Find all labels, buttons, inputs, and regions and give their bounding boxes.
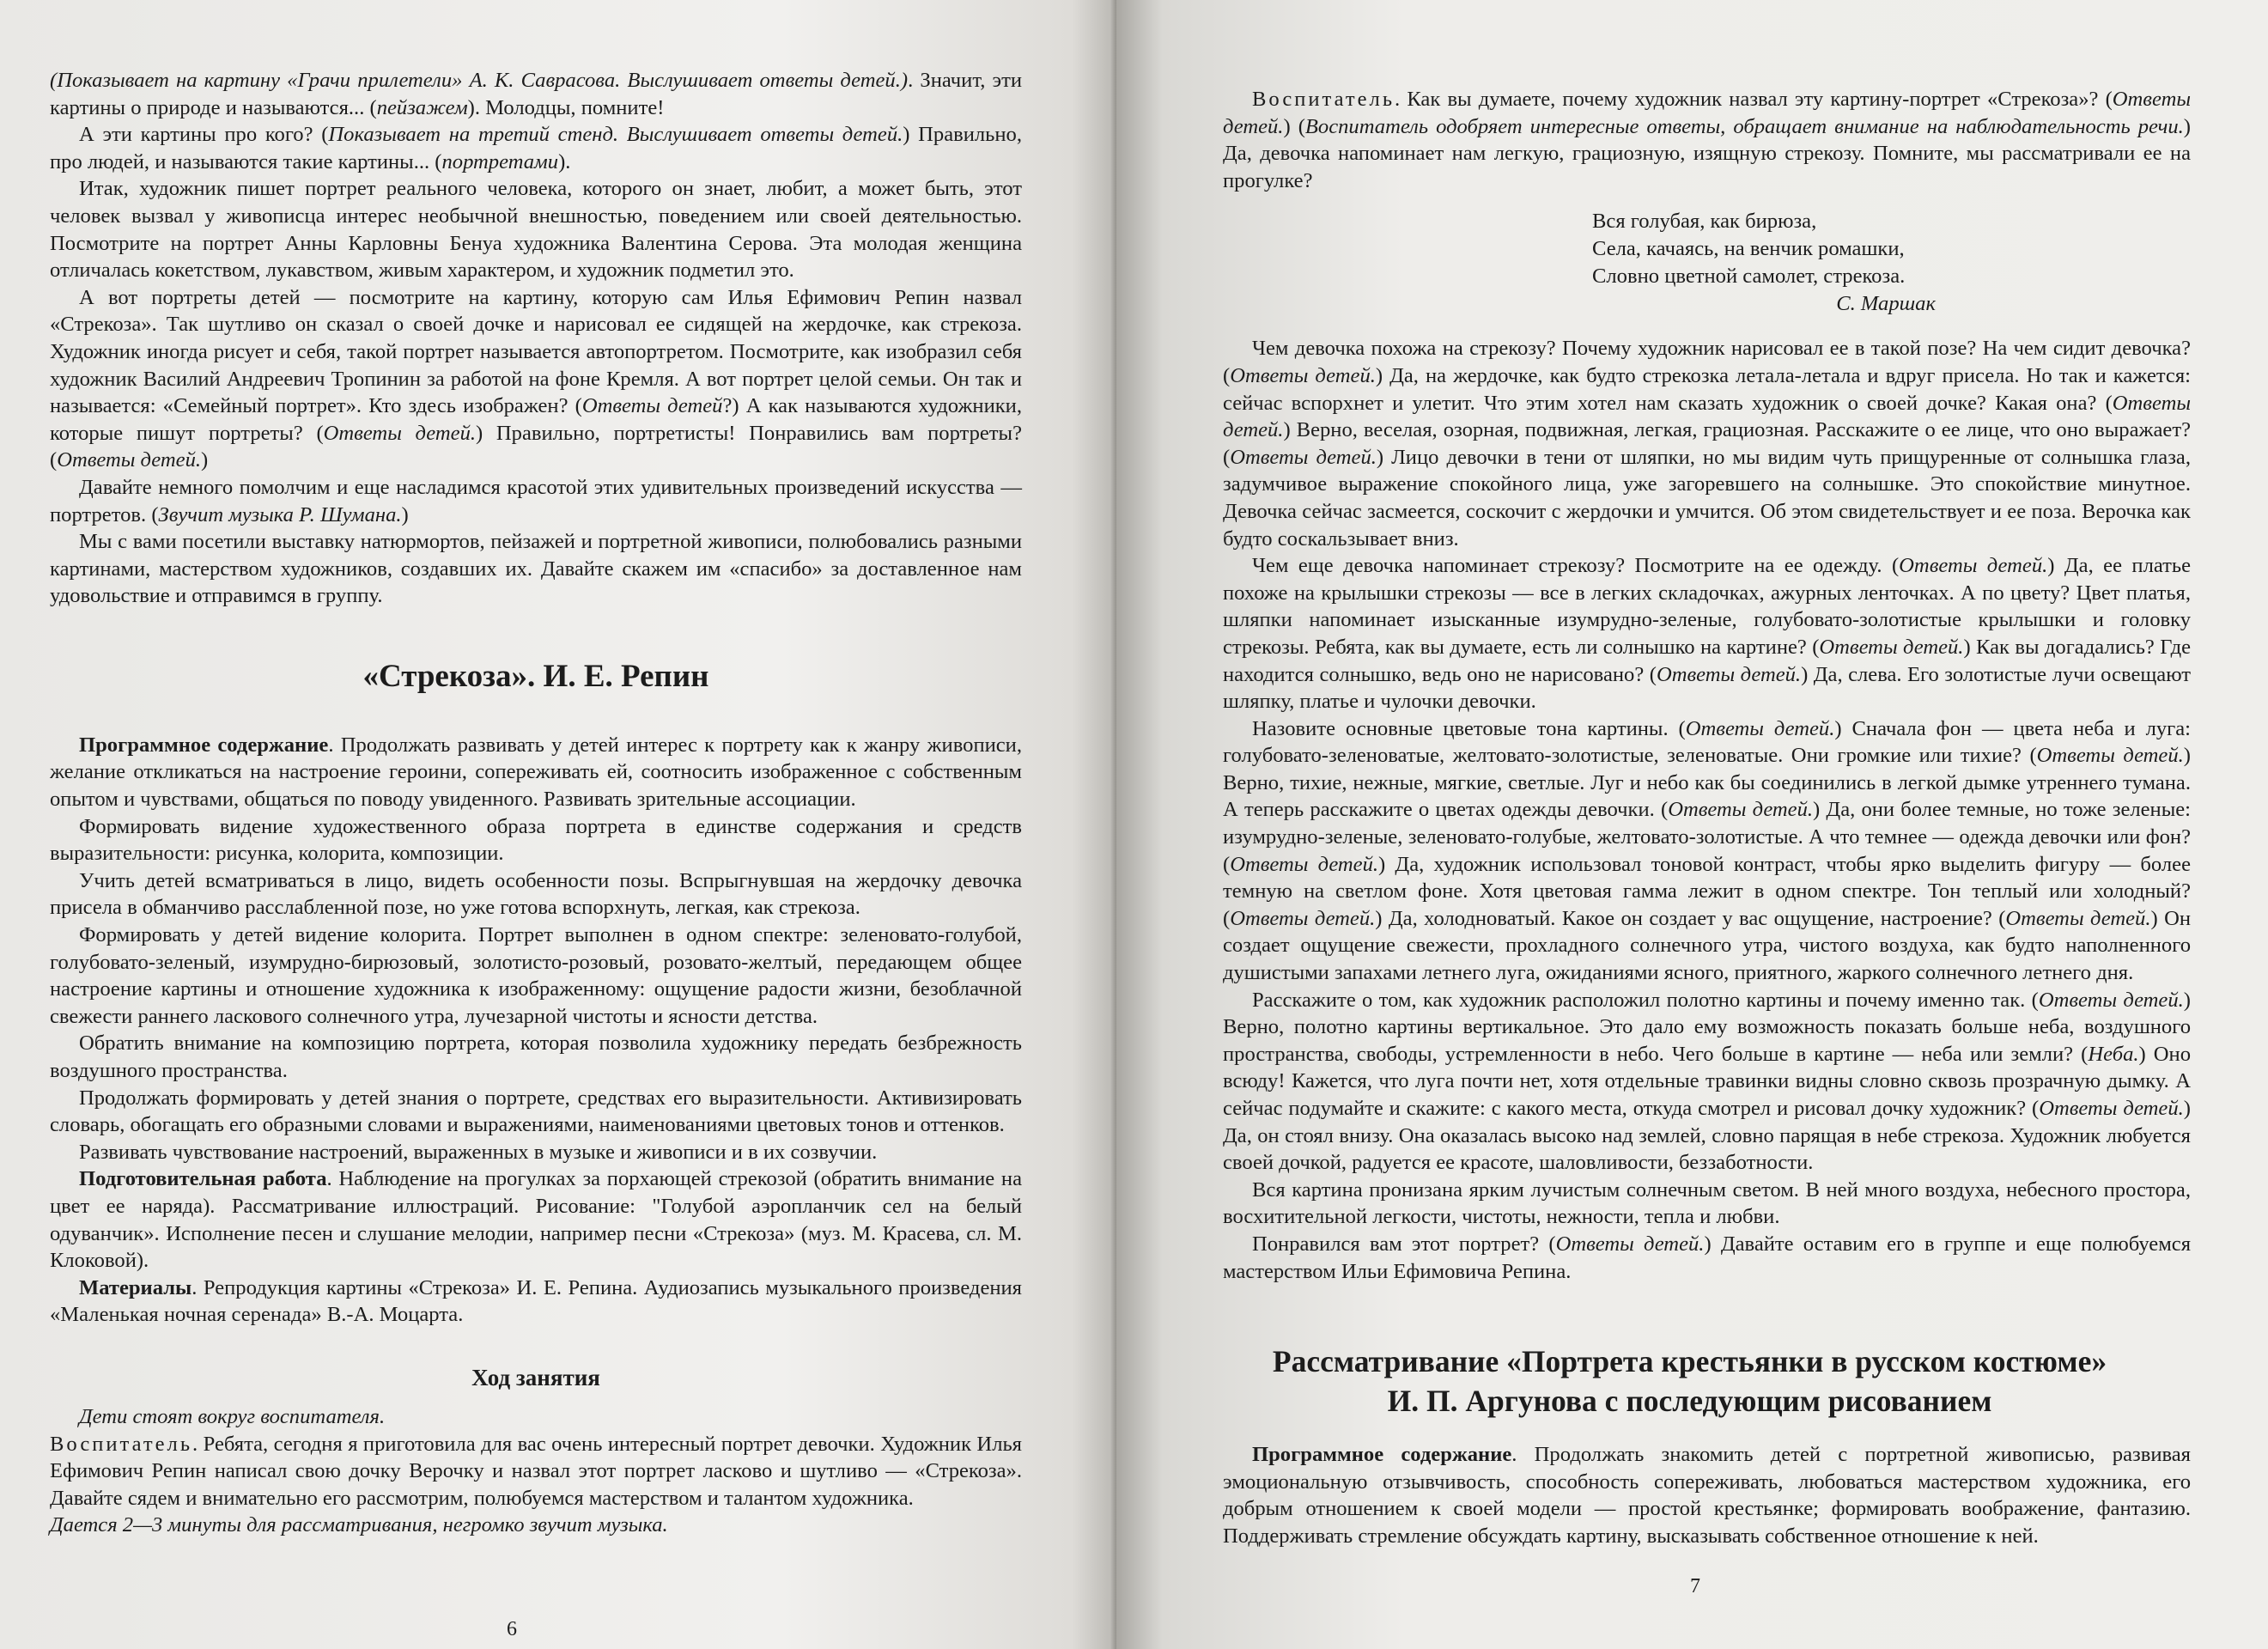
text-run: Ответы детей. <box>1223 88 2191 138</box>
right-top-text <box>1223 86 2191 194</box>
text-run: ) Да, холодноватый. Какое он создает у вас ощущение, настроение? ( <box>1375 906 2006 930</box>
paragraph <box>1223 335 2191 552</box>
paragraph <box>1223 1177 2191 1231</box>
paragraph <box>1223 552 2191 715</box>
text-run: ) <box>201 448 209 472</box>
paragraph <box>50 813 1022 867</box>
text-run: Формировать у детей видение колорита. Портрет выполнен в одном спектре: зеленовато-голубой, голубовато-зеленый, изумрудно-бирюзовый, золотисто-розовый, розовато-желтый, передающем общее настроение картины и отношение художника к изображенному: ощущение радости жизни, безоблачной свежести раннего ласкового солнечного утра, лучезарной чистоты и ясности детства. <box>50 923 1022 1028</box>
text-run: ) Да, ее платье похоже на крылышки стрекозы — все в легких складочках, ажурных ленточках. А по цвету? Цвет платья, шляпки напоминает изысканные изумрудно-зеленые, голубовато-золотистые крылышки и головку стрекозы. Ребята, как вы думаете, есть ли солнышко на картине? ( <box>1223 554 2192 659</box>
text-run: ) Да, они более темные, но тоже зеленые: изумрудно-зеленые, зеленовато-голубые, желтовато-золотистые. А что темнее — одежда девочки или фон? ( <box>1223 798 2191 876</box>
text-run: Ответы детей. <box>2039 1097 2184 1120</box>
text-run: Ответы детей. <box>1223 391 2191 442</box>
text-run: ?) А как называются художники, которые пишут портреты? ( <box>50 394 1022 445</box>
poem <box>1592 208 2191 318</box>
text-run: Мы с вами посетили выставку натюрмортов, пейзажей и портретной живописи, полюбовались разными картинами, мастерством художников, создавших их. Давайте скажем им «спасибо» за доставленное нам удовольствие и отправимся в группу. <box>50 530 1022 608</box>
paragraph <box>1223 715 2191 987</box>
text-run: ) Сначала фон — цвета неба и луга: голубовато-зеленоватые, желтовато-золотистые, зеленоватые. Они громкие или тихие? ( <box>1223 716 2191 768</box>
text-run: Ответы детей. <box>1555 1232 1705 1256</box>
text-run: Формировать видение художественного образа портрета в единстве содержания и средств выразительности: рисунка, колорита, композиции. <box>50 814 1022 866</box>
text-run: А вот портреты детей — посмотрите на картину, которую сам Илья Ефимович Репин назвал «Стрекоза». Так шутливо он сказал о своей дочке и нарисовал ее сидящей на жердочке, как стрекоза. Художник иногда рисует и себя, такой портрет называется автопортретом. Посмотрите, как изобразил себя художник Василий Андреевич Тропинин за работой на фоне Кремля. А вот портрет целой семьи. Он так и называется: «Семейный портрет». Кто здесь изображен? ( <box>50 285 1022 418</box>
heading-lesson-course: Ход занятия <box>471 1364 600 1390</box>
text-run: Ответы детей. <box>1656 662 1802 686</box>
text-run: Понравился вам этот портрет? ( <box>1252 1232 1556 1256</box>
text-run: ) Верно, тихие, нежные, мягкие, светлые. Луг и небо как бы соединились в легкой дымке утреннего тумана. А теперь расскажите о цветах одежды девочки. ( <box>1223 744 2191 822</box>
heading-strekoza: «Стрекоза». И. Е. Репин <box>362 658 709 694</box>
text-run: Расскажите о том, как художник расположил полотно картины и почему именно так. ( <box>1252 988 2039 1012</box>
paragraph <box>50 175 1022 283</box>
text-run: . Как вы думаете, почему художник назвал эту картину-портрет «Стрекоза»? ( <box>1395 88 2113 111</box>
heading-argunov <box>1189 1342 2191 1421</box>
text-run: . Репродукция картины «Стрекоза» И. Е. Репина. Аудиозапись музыкального произведения «Маленькая ночная серенада» В.-А. Моцарта. <box>50 1275 1022 1327</box>
left-top-text <box>50 67 1022 610</box>
heading-argunov-line2: И. П. Аргунова с последующим рисованием <box>1387 1384 1992 1419</box>
text-run: ). Молодцы, помните! <box>467 95 665 119</box>
right-page <box>1116 0 2268 1649</box>
heading-argunov-line1: Рассматривание «Портрета крестьянки в русском костюме» <box>1272 1344 2107 1379</box>
text-run: пейзажем <box>376 95 468 119</box>
text-run: ) ( <box>1283 114 1305 138</box>
text-run: (Показывает на картину «Грачи прилетели» А. К. Саврасова. Выслушивает ответы детей.) <box>50 69 909 92</box>
right-main-text <box>1223 335 2191 1285</box>
page-number-right: 7 <box>1690 1575 1700 1597</box>
poem-line: Села, качаясь, на венчик ромашки, <box>1592 237 1905 261</box>
text-run: Итак, художник пишет портрет реального человека, которого он знает, любит, а может быть, этот человек вызвал у живописца интерес необычной внешностью, поведением или своей деятельностью. Посмотрите на портрет Анны Карловны Бенуа художника Валентина Серова. Эта молодая женщина отличалась кокетством, лукавством, живым характером, и художник подметил это. <box>50 177 1022 283</box>
text-run: Ответы детей. <box>323 421 477 445</box>
text-run: ) Да, он стоял внизу. Она оказалась высоко над землей, словно парящая в небе стрекоза. Художник любуется своей дочкой, радуется ее красоте, шаловливости, беззаботности. <box>1223 1097 2191 1175</box>
text-run: . Продолжать знакомить детей с портретной живописью, развивая эмоциональную отзывчивость, способность сопереживать, любоваться мастерством художника, его добрым отношением к своей модели — простой крестьянке; формировать воображение, фантазию. Поддерживать стремление обсуждать картину, высказывать собственное отношение к ней. <box>1223 1443 2191 1548</box>
text-run: Воспитатель <box>1252 88 1395 111</box>
text-run: Назовите основные цветовые тона картины. ( <box>1252 716 1686 740</box>
paragraph <box>50 1512 1022 1539</box>
paragraph <box>1223 987 2191 1177</box>
text-run: Ответы детей <box>581 394 723 418</box>
paragraph <box>50 922 1022 1030</box>
text-run: Давайте немного помолчим и еще насладимся красотой этих удивительных произведений искусства — портретов. ( <box>50 475 1022 526</box>
paragraph <box>50 1085 1022 1139</box>
text-run: ) Верно, веселая, озорная, подвижная, легкая, грациозная. Расскажите о ее лице, что оно выражает? ( <box>1223 418 2191 469</box>
text-run: Ответы детей. <box>1230 906 1376 930</box>
text-run: ) Как вы догадались? Где находится солнышко, ведь оно не нарисовано? ( <box>1223 635 2192 686</box>
text-run: ) Да, художник использовал тоновой контраст, чтобы ярко выделить фигуру — более темную на светлом фоне. Хотя цветовая гамма лежит в одном спектре. Тон теплый или холодный? ( <box>1223 852 2191 930</box>
text-run: Неба. <box>2088 1042 2139 1066</box>
text-run: Воспитатель <box>50 1432 193 1456</box>
text-run: . Ребята, сегодня я приготовила для вас очень интересный портрет девочки. Художник Илья Ефимович Репин написал свою дочку Верочку и назвал этот портрет ласково и шутливо — «Стрекоза». Давайте сядем и внимательно его рассмотрим, полюбуемся мастерством и талантом художника. <box>50 1432 1022 1510</box>
text-run: ) <box>401 502 409 526</box>
text-run: . Значит, эти картины о природе и называются... ( <box>50 69 1023 119</box>
text-run: Воспитатель одобряет интересные ответы, обращает внимание на наблюдательность речи. <box>1304 114 2184 138</box>
text-run: . Продолжать развивать у детей интерес к портрету как к жанру живописи, желание откликаться на настроение героини, сопереживать ей, соотносить изображенное с собственным опытом и чувствами, общаться по поводу увиденного. Развивать зрительные ассоциации. <box>50 733 1022 812</box>
text-run: Программное содержание <box>79 733 329 757</box>
text-run: Развивать чувствование настроений, выраженных в музыке и живописи и в их созвучии. <box>79 1140 878 1164</box>
paragraph <box>50 1403 1022 1431</box>
text-run: портретами <box>441 149 559 173</box>
text-run: Ответы детей. <box>1819 635 1964 659</box>
text-run: ) Да, девочка напоминает нам легкую, грациозную, изящную стрекозу. Помните, мы рассматривали ее на прогулке? <box>1223 114 2191 192</box>
poem-author: С. Маршак <box>1836 292 1936 316</box>
paragraph <box>50 867 1022 922</box>
left-bottom-text <box>50 1403 1022 1539</box>
text-run: ) Оно всюду! Кажется, что луга почти нет, хотя отдельные травинки видны словно сквозь прозрачную дымку. А сейчас подумайте и скажите: с какого места, откуда смотрел и рисовал дочку художник? ( <box>1223 1042 2191 1120</box>
left-page <box>0 0 1116 1649</box>
right-bottom-text <box>1223 1441 2191 1549</box>
poem-line: Словно цветной самолет, стрекоза. <box>1592 265 1906 289</box>
text-run: Чем еще девочка напоминает стрекозу? Посмотрите на ее одежду. ( <box>1252 554 1900 578</box>
paragraph <box>1223 1441 2191 1549</box>
text-run: Ответы детей. <box>1230 852 1379 876</box>
text-run: ) Он создает ощущение свежести, прохладного солнечного утра, чистого воздуха, как будто наполненного душистыми запахами летнего луга, ожиданиями ясного, приятного, жаркого солнечного летнего дня. <box>1223 906 2191 985</box>
left-program-text <box>50 732 1022 1329</box>
text-run: Ответы детей. <box>1668 798 1814 822</box>
paragraph <box>50 1275 1022 1329</box>
text-run: Ответы детей. <box>2036 744 2184 768</box>
text-run: Продолжать формировать у детей знания о портрете, средствах его выразительности. Активизировать словарь, обогащать его образными словами и выражениями, наименованиями цветовых тонов и оттенков. <box>50 1086 1022 1137</box>
text-run: А эти картины про кого? ( <box>79 123 329 147</box>
text-run: Дается 2—3 минуты для рассматривания, негромко звучит музыка. <box>50 1513 668 1537</box>
paragraph <box>50 732 1022 813</box>
text-run: ) Правильно, про людей, и называются такие картины... ( <box>50 123 1022 173</box>
text-run: Ответы детей. <box>1685 716 1835 740</box>
text-run: Ответы детей. <box>1899 554 2048 578</box>
paragraph <box>50 67 1022 121</box>
text-run: ) Давайте оставим его в группе и еще полюбуемся мастерством Ильи Ефимовича Репина. <box>1223 1232 2192 1283</box>
text-run: ) Да, на жердочке, как будто стрекозка летала-летала и вдруг присела. Но так и кажется: сейчас вспорхнет и улетит. Что этим хотел нам сказать художник о своей дочке? Какая она? ( <box>1223 363 2191 415</box>
text-run: ). <box>558 149 571 173</box>
paragraph <box>1223 1231 2191 1285</box>
text-run: ) Правильно, портретисты! Понравились вам портреты? ( <box>50 421 1022 472</box>
text-run: Ответы детей. <box>57 448 202 472</box>
text-run: Ответы детей. <box>1230 363 1376 387</box>
text-run: Ответы детей. <box>1230 445 1377 469</box>
text-run: Учить детей всматриваться в лицо, видеть особенности позы. Вспрыгнувшая на жердочку девочка присела в обманчиво расслабленной позе, но уже готова вспорхнуть, легкая, как стрекоза. <box>50 868 1022 920</box>
paragraph <box>50 1431 1022 1512</box>
text-run: Материалы <box>79 1275 192 1299</box>
paragraph <box>50 528 1022 610</box>
text-run: Чем девочка похожа на стрекозу? Почему художник нарисовал ее в такой позе? На чем сидит девочка? ( <box>1223 337 2191 387</box>
text-run: Ответы детей. <box>2038 988 2184 1012</box>
paragraph <box>50 1139 1022 1166</box>
poem-line: Вся голубая, как бирюза, <box>1592 210 1817 234</box>
page-number-left: 6 <box>507 1618 517 1640</box>
text-run: . Наблюдение на прогулках за порхающей стрекозой (обратить внимание на цвет ее наряда). Рассматривание иллюстраций. Рисование: "Голубой аэропланчик сел на белый одуванчик». Исполнение песен и слушание мелодии, например песни «Стрекоза» (муз. М. Красева, сл. М. Клоковой). <box>50 1167 1023 1273</box>
paragraph <box>50 121 1022 175</box>
text-run: Программное содержание <box>1252 1443 1512 1467</box>
text-run: Обратить внимание на композицию портрета, которая позволила художнику передать безбрежность воздушного пространства. <box>50 1031 1022 1082</box>
text-run: Ответы детей. <box>2005 906 2151 930</box>
paragraph <box>50 474 1022 528</box>
text-run: Подготовительная работа <box>79 1167 327 1191</box>
text-run: ) Верно, полотно картины вертикальное. Это дало ему возможность показать больше неба, воздушного пространства, свободы, устремленности в небо. Чего больше в картине — неба или земли? ( <box>1223 988 2191 1066</box>
paragraph <box>50 284 1022 474</box>
text-run: ) Лицо девочки в тени от шляпки, но мы видим чуть прищуренные от солнышка глаза, задумчивое выражение спокойного лица, уже загоревшего на солнышке. Это спокойствие минутное. Девочка сейчас засмеется, соскочит с жердочки и умчится. Об этом свидетельствует и ее поза. Верочка как будто соскальзывает вниз. <box>1223 445 2191 551</box>
text-run: Показывает на третий стенд. Выслушивает ответы детей. <box>328 123 903 147</box>
paragraph <box>1223 86 2191 194</box>
paragraph <box>50 1165 1022 1274</box>
text-run: ) Да, слева. Его золотистые лучи освещают шляпку, платье и чулочки девочки. <box>1223 662 2192 714</box>
text-run: Дети стоят вокруг воспитателя. <box>79 1404 386 1428</box>
text-run: Звучит музыка Р. Шумана. <box>158 502 402 526</box>
text-run: Вся картина пронизана ярким лучистым солнечным светом. В ней много воздуха, небесного простора, восхитительной легкости, чистоты, нежности, тепла и любви. <box>1223 1177 2191 1229</box>
paragraph <box>50 1030 1022 1084</box>
